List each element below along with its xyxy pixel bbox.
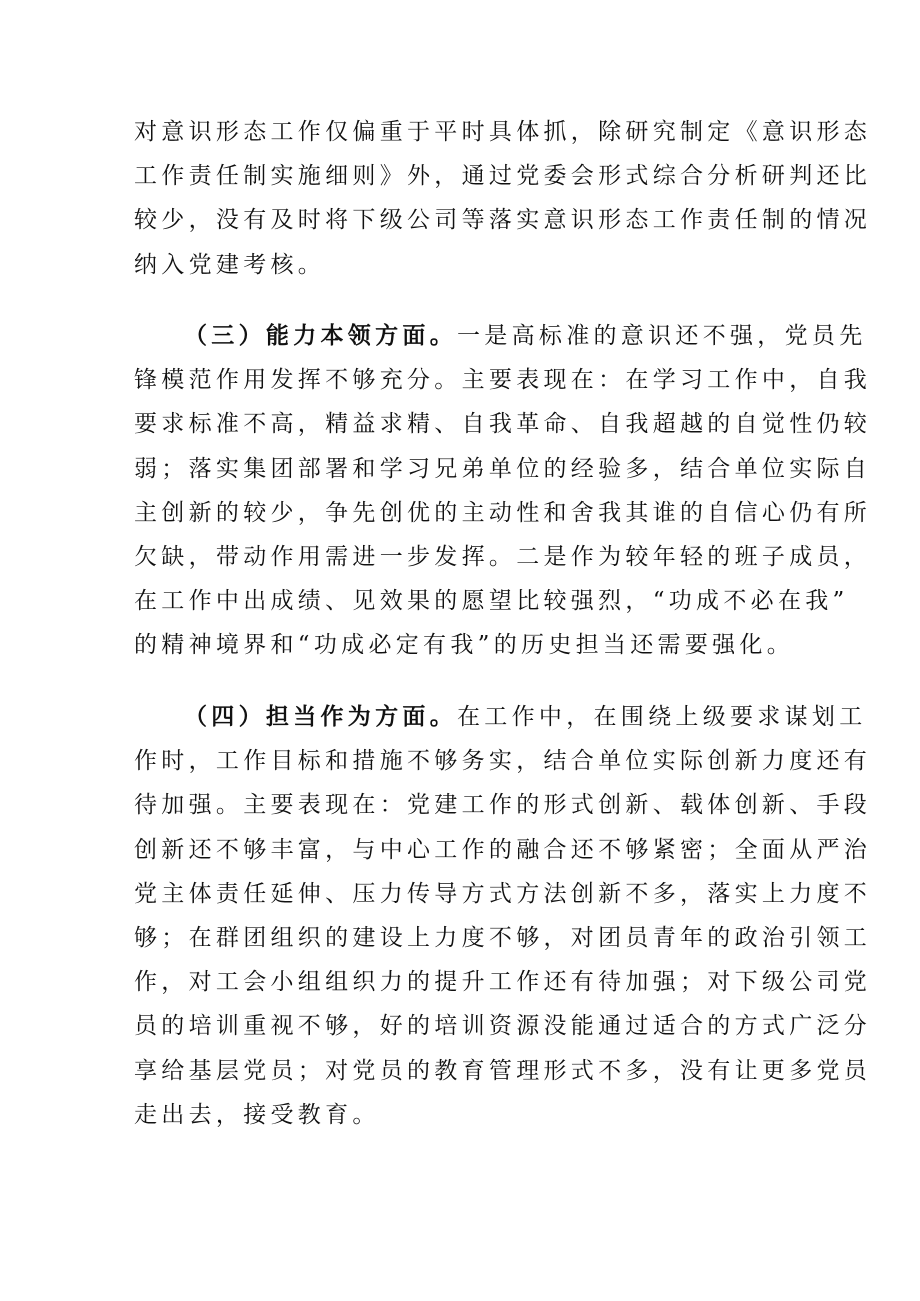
paragraph-line: 要求标准不高，精益求精、自我革命、自我超越的自觉性仍较 (134, 411, 872, 438)
paragraph-line: 弱；落实集团部署和学习兄弟单位的经验多，结合单位实际自 (134, 455, 872, 482)
section-heading-ability: （三）能力本领方面。 (184, 322, 457, 349)
paragraph-first-line-text: 在工作中，在围绕上级要求谋划工 (457, 704, 867, 730)
paragraph-line: 创新还不够丰富，与中心工作的融合还不够紧密；全面从严治 (134, 836, 872, 863)
paragraph-line: 主创新的较少，争先创优的主动性和舍我其谁的自信心仍有所 (134, 499, 872, 526)
paragraph-line: 锋模范作用发挥不够充分。主要表现在：在学习工作中，自我 (134, 367, 872, 394)
paragraph-line: 走出去，接受教育。 (134, 1101, 380, 1128)
paragraph-ability (134, 314, 872, 668)
paragraph-first-line (134, 695, 867, 739)
paragraph-responsibility-action (134, 695, 872, 1137)
paragraph-line: 在工作中出成绩、见效果的愿望比较强烈，“功成不必在我” (134, 588, 849, 615)
paragraph-line: 较少，没有及时将下级公司等落实意识形态工作责任制的情况 (134, 207, 872, 234)
paragraph-line: 对意识形态工作仅偏重于平时具体抓，除研究制定《意识形态 (134, 119, 872, 145)
paragraph-first-line (134, 314, 867, 358)
paragraph-line: 作时，工作目标和措施不够务实，结合单位实际创新力度还有 (134, 748, 872, 775)
paragraph-line: 欠缺，带动作用需进一步发挥。二是作为较年轻的班子成员， (134, 543, 872, 570)
paragraph-first-line-text: 一是高标准的意识还不强，党员先 (457, 323, 867, 349)
paragraph-line: 工作责任制实施细则》外，通过党委会形式综合分析研判还比 (134, 163, 872, 190)
paragraph-line: 待加强。主要表现在：党建工作的形式创新、载体创新、手段 (134, 792, 872, 819)
paragraph-line: 的精神境界和“功成必定有我”的历史担当还需要强化。 (134, 632, 795, 659)
paragraph-line: 纳入党建考核。 (134, 251, 326, 278)
paragraph-line: 够；在群团组织的建设上力度不够，对团员青年的政治引领工 (134, 924, 872, 951)
paragraph-line: 员的培训重视不够，好的培训资源没能通过适合的方式广泛分 (134, 1013, 872, 1040)
paragraph-line: 享给基层党员；对党员的教育管理形式不多，没有让更多党员 (134, 1057, 872, 1084)
paragraph-ideology-responsibility (134, 110, 872, 287)
section-heading-responsibility: （四）担当作为方面。 (184, 703, 457, 730)
paragraph-line: 作，对工会小组组织力的提升工作还有待加强；对下级公司党 (134, 969, 872, 996)
paragraph-line: 党主体责任延伸、压力传导方式方法创新不多，落实上力度不 (134, 880, 872, 907)
